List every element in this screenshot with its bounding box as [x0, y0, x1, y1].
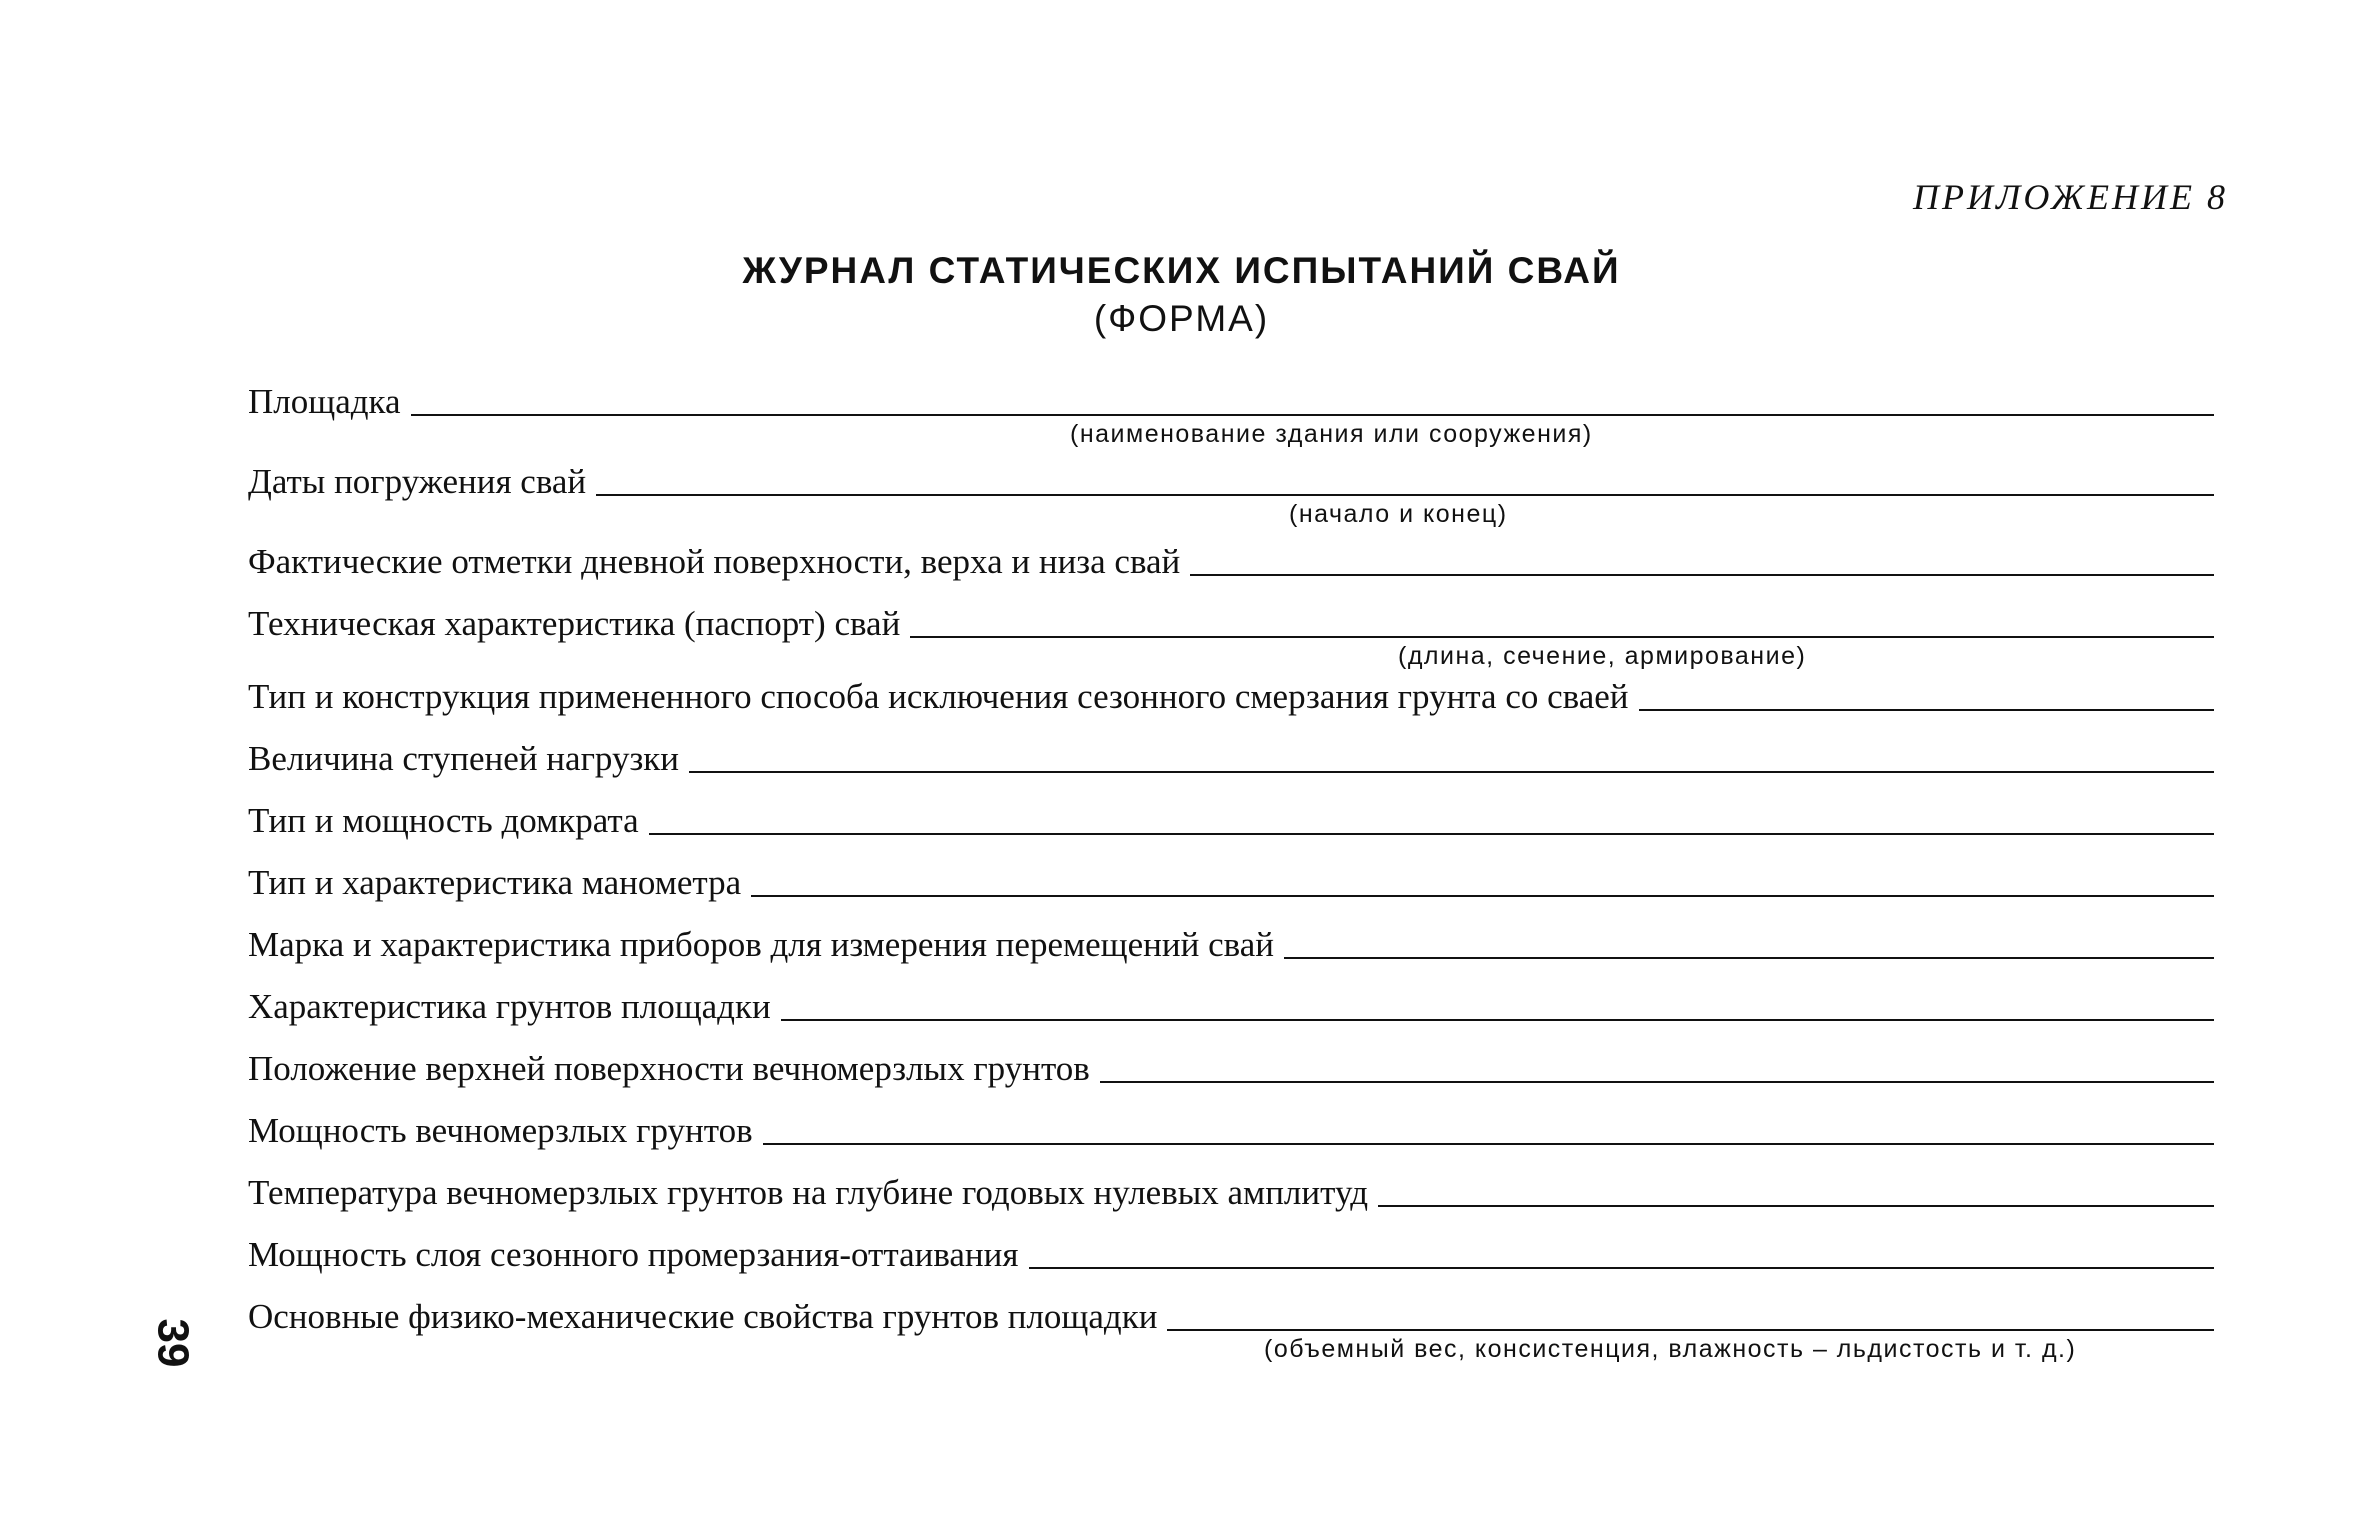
fill-in-line[interactable] — [910, 636, 2214, 638]
field-hint: (наименование здания или сооружения) — [1070, 420, 1593, 448]
field-label: Мощность слоя сезонного промерзания-оттаивания — [248, 1235, 1019, 1274]
fill-in-line[interactable] — [411, 414, 2214, 416]
field-hint: (длина, сечение, армирование) — [1398, 642, 1807, 670]
fill-in-line[interactable] — [1190, 574, 2214, 576]
document-subtitle: (ФОРМА) — [1093, 298, 1270, 339]
document-title: ЖУРНАЛ СТАТИЧЕСКИХ ИСПЫТАНИЙ СВАЙ — [742, 250, 1621, 291]
field-label: Основные физико-механические свойства грунтов площадки — [248, 1297, 1158, 1336]
field-label: Характеристика грунтов площадки — [248, 987, 771, 1026]
field-label: Тип и характеристика манометра — [248, 863, 742, 902]
fill-in-line[interactable] — [1378, 1205, 2214, 1207]
fill-in-line[interactable] — [1284, 957, 2214, 959]
field-hint: (объемный вес, консистенция, влажность – льдистость и т. д.) — [1264, 1335, 2077, 1363]
fill-in-line[interactable] — [689, 771, 2214, 773]
field-label: Температура вечномерзлых грунтов на глубине годовых нулевых амплитуд — [248, 1173, 1369, 1212]
fill-in-line[interactable] — [1029, 1267, 2215, 1269]
field-label: Площадка — [248, 382, 401, 421]
fill-in-line[interactable] — [1100, 1081, 2214, 1083]
field-soil-characteristics — [248, 983, 2214, 1027]
fill-in-line[interactable] — [1639, 709, 2214, 711]
field-freezing-method — [248, 673, 2214, 717]
field-label: Тип и конструкция примененного способа исключения сезонного смерзания грунта со сваей — [248, 677, 1629, 716]
field-label: Мощность вечномерзлых грунтов — [248, 1111, 753, 1150]
fill-in-line[interactable] — [1167, 1329, 2214, 1331]
field-label: Положение верхней поверхности вечномерзлых грунтов — [248, 1049, 1090, 1088]
field-driving-dates — [248, 458, 2214, 528]
field-permafrost-temperature — [248, 1169, 2214, 1213]
field-physical-properties — [248, 1293, 2214, 1363]
fill-in-line[interactable] — [781, 1019, 2214, 1021]
field-label: Фактические отметки дневной поверхности, верха и низа свай — [248, 542, 1181, 581]
field-permafrost-surface — [248, 1045, 2214, 1089]
field-jack — [248, 797, 2214, 841]
field-seasonal-layer — [248, 1231, 2214, 1275]
fill-in-line[interactable] — [649, 833, 2214, 835]
field-load-steps — [248, 735, 2214, 779]
field-label: Техническая характеристика (паспорт) свай — [248, 604, 901, 643]
field-site — [248, 378, 2214, 448]
page-number: 39 — [148, 1318, 198, 1368]
field-label: Даты погружения свай — [248, 462, 587, 501]
field-label: Тип и мощность домкрата — [248, 801, 639, 840]
field-instruments — [248, 921, 2214, 965]
field-label: Марка и характеристика приборов для измерения перемещений свай — [248, 925, 1274, 964]
field-manometer — [248, 859, 2214, 903]
fill-in-line[interactable] — [596, 494, 2214, 496]
field-label: Величина ступеней нагрузки — [248, 739, 680, 778]
field-actual-marks — [248, 538, 2214, 582]
fill-in-line[interactable] — [763, 1143, 2214, 1145]
fill-in-line[interactable] — [751, 895, 2214, 897]
field-hint: (начало и конец) — [1289, 500, 1508, 528]
appendix-label: ПРИЛОЖЕНИЕ 8 — [1913, 177, 2228, 217]
field-permafrost-thickness — [248, 1107, 2214, 1151]
field-pile-passport — [248, 600, 2214, 670]
